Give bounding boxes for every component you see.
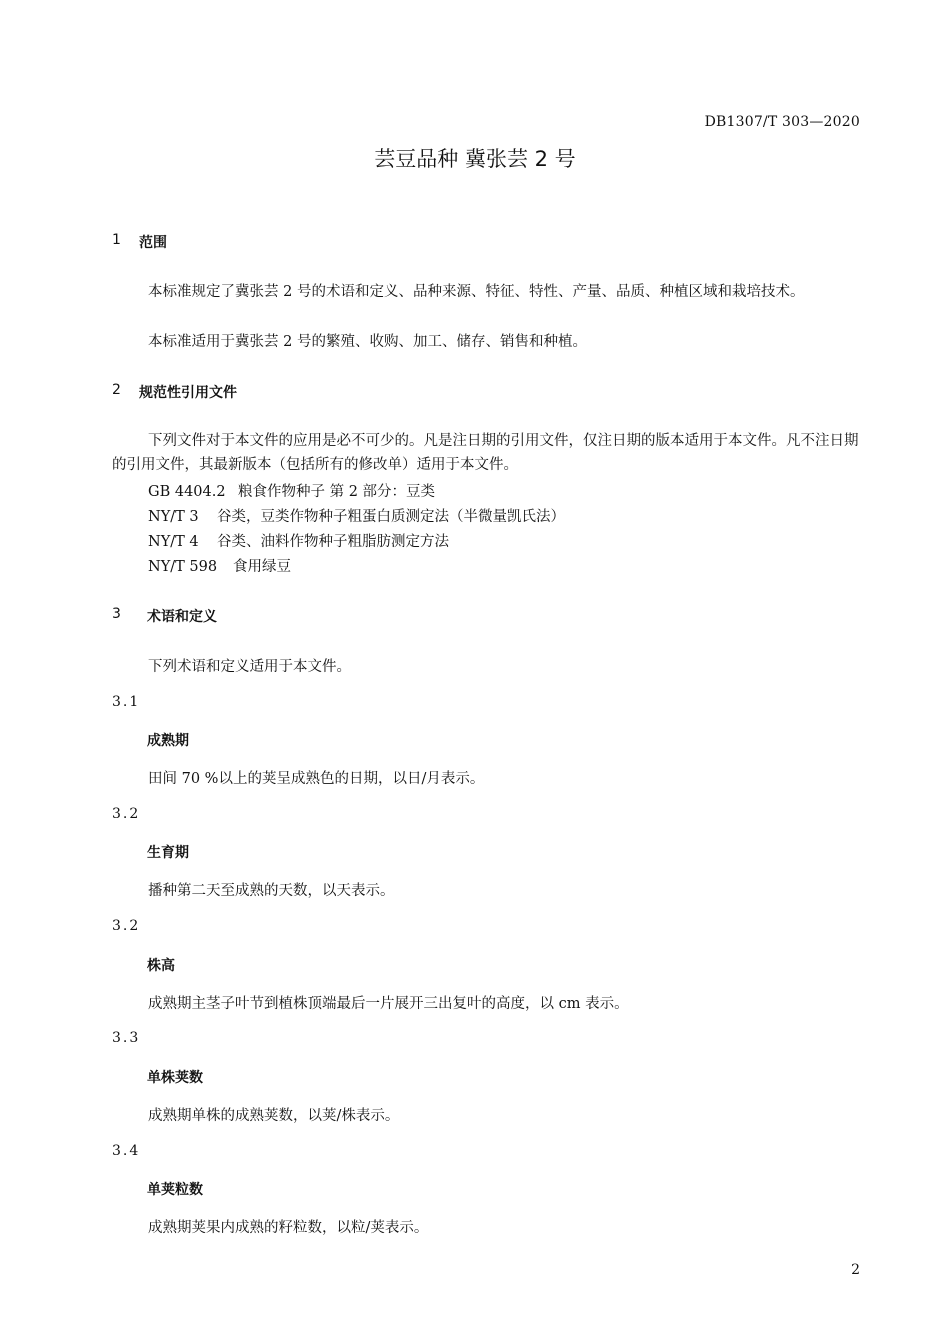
page-number: 2 — [851, 1262, 860, 1278]
term-number: 3.1 — [112, 694, 141, 710]
term-definition: 播种第二天至成熟的天数，以天表示。 — [148, 883, 395, 899]
term-number: 3.3 — [112, 1030, 141, 1046]
section-1-number: 1 — [112, 232, 121, 248]
reference-name: 粮食作物种子 第 2 部分：豆类 — [238, 484, 436, 500]
term-number: 3.2 — [112, 918, 141, 934]
term-name: 株高 — [147, 958, 175, 974]
term-number: 3.4 — [112, 1143, 141, 1159]
term-definition: 成熟期主茎子叶节到植株顶端最后一片展开三出复叶的高度，以 cm 表示。 — [148, 996, 629, 1012]
section-2-title: 规范性引用文件 — [139, 385, 237, 401]
term-name: 单株荚数 — [147, 1070, 203, 1086]
term-definition: 成熟期荚果内成熟的籽粒数，以粒/荚表示。 — [148, 1220, 429, 1236]
reference-item — [148, 480, 435, 501]
section-1-title: 范围 — [139, 235, 167, 251]
term-definition: 田间 70 %以上的荚呈成熟色的日期，以日/月表示。 — [148, 771, 485, 787]
reference-item — [148, 555, 291, 576]
term-name: 生育期 — [147, 845, 189, 861]
section-3-title: 术语和定义 — [147, 609, 217, 625]
term-name: 单荚粒数 — [147, 1182, 203, 1198]
section-2-paragraph-1: 下列文件对于本文件的应用是必不可少的。凡是注日期的引用文件，仅注日期的版本适用于本文件。凡不注日期的引用文件，其最新版本（包括所有的修改单）适用于本文件。 — [112, 433, 859, 473]
section-3-number: 3 — [112, 606, 121, 622]
reference-name: 谷类，豆类作物种子粗蛋白质测定法（半微量凯氏法） — [217, 509, 565, 525]
term-number: 3.2 — [112, 806, 141, 822]
reference-code: GB 4404.2 — [148, 484, 226, 500]
reference-item — [148, 530, 449, 551]
reference-code: NY/T 3 — [148, 509, 199, 525]
reference-code: NY/T 4 — [148, 534, 199, 550]
section-3-intro: 下列术语和定义适用于本文件。 — [148, 659, 351, 675]
reference-item — [148, 505, 565, 526]
reference-name: 谷类、油料作物种子粗脂肪测定方法 — [217, 534, 449, 550]
section-2-number: 2 — [112, 382, 121, 398]
section-1-paragraph-2: 本标准适用于冀张芸 2 号的繁殖、收购、加工、储存、销售和种植。 — [148, 334, 587, 350]
reference-name: 食用绿豆 — [233, 559, 291, 575]
standard-code: DB1307/T 303—2020 — [704, 114, 860, 130]
document-title: 芸豆品种 冀张芸 2 号 — [374, 147, 576, 171]
term-name: 成熟期 — [147, 733, 189, 749]
reference-code: NY/T 598 — [148, 559, 218, 575]
term-definition: 成熟期单株的成熟荚数，以荚/株表示。 — [148, 1108, 400, 1124]
section-1-paragraph-1: 本标准规定了冀张芸 2 号的术语和定义、品种来源、特征、特性、产量、品质、种植区域和栽培技术。 — [148, 284, 805, 300]
